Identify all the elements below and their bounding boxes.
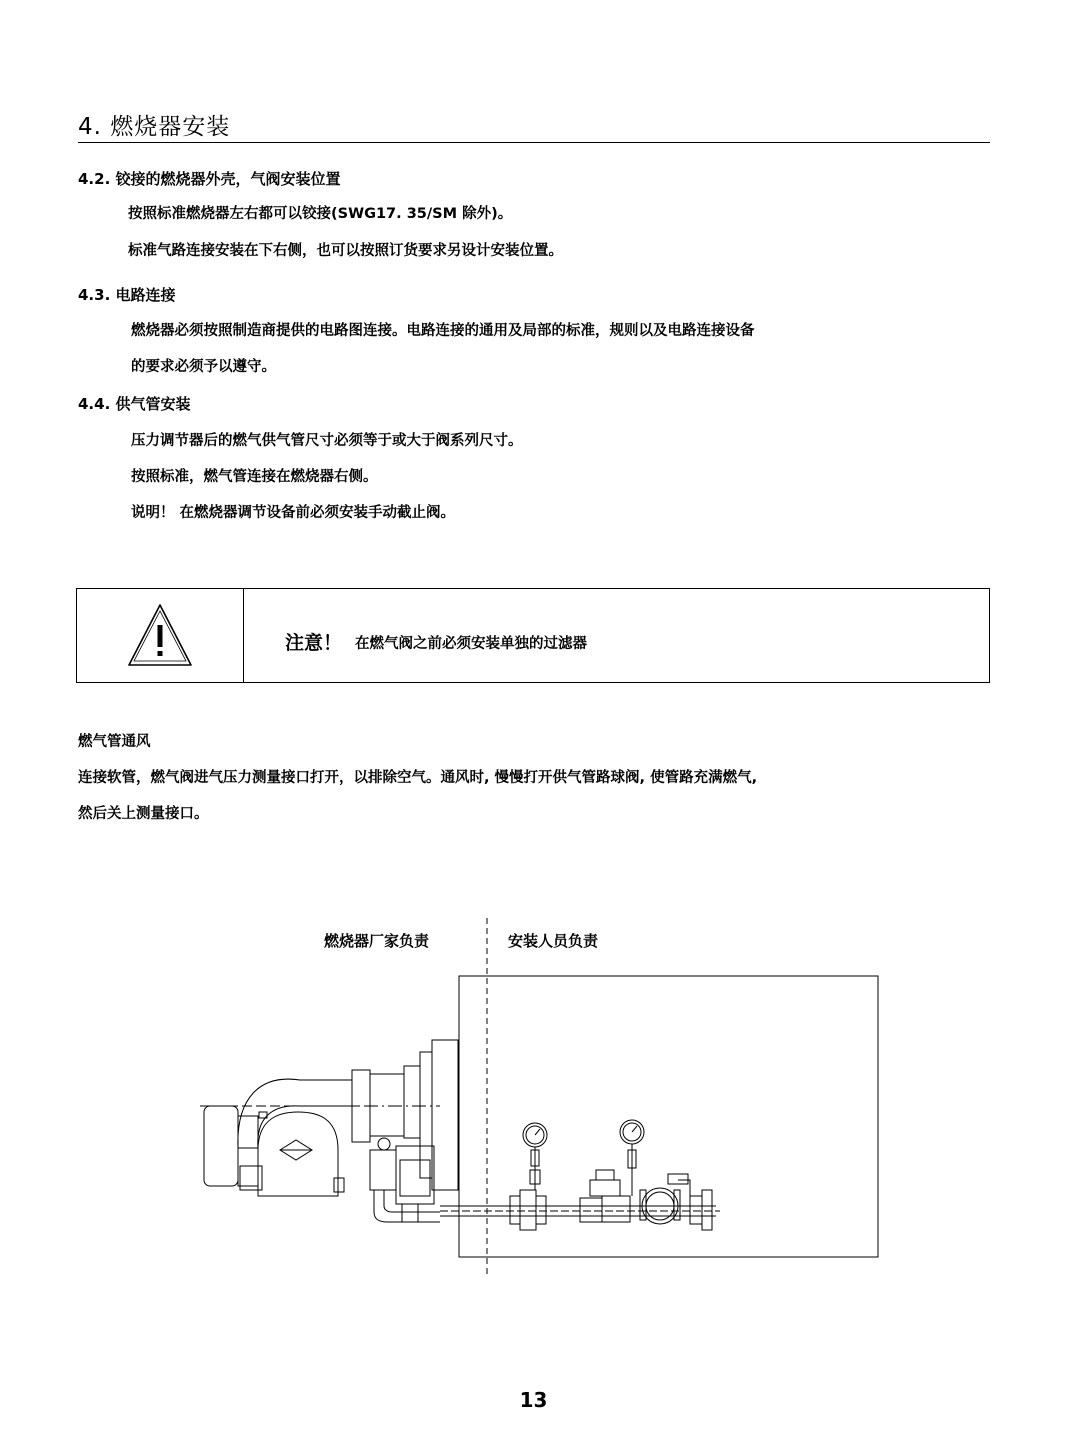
section-title: 4. 燃烧器安装 bbox=[78, 114, 231, 140]
burner-motor bbox=[204, 1106, 238, 1186]
heading-4-3: 4.3. 电路连接 bbox=[78, 286, 176, 304]
paragraph-line: 按照标准，燃气管连接在燃烧器右侧。 bbox=[131, 469, 378, 485]
paragraph-line: 说明！ 在燃烧器调节设备前必须安装手动截止阀。 bbox=[131, 505, 456, 521]
paragraph-line: 然后关上测量接口。 bbox=[78, 806, 209, 822]
gas-valve-block bbox=[396, 1146, 434, 1204]
paragraph-line: 压力调节器后的燃气供气管尺寸必须等于或大于阀系列尺寸。 bbox=[131, 433, 523, 449]
burner-flange bbox=[432, 1040, 458, 1190]
paragraph-line: 燃烧器必须按照制造商提供的电路图连接。电路连接的通用及局部的标准，规则以及电路连接设备 bbox=[131, 323, 755, 339]
ball-valve bbox=[510, 1196, 520, 1224]
paragraph-line: 的要求必须予以遵守。 bbox=[131, 359, 276, 375]
diagram-label-installer: 安装人员负责 bbox=[508, 932, 599, 950]
burner-tube bbox=[370, 1074, 404, 1136]
warning-icon-cell bbox=[77, 589, 244, 682]
page-number: 13 bbox=[519, 1388, 548, 1412]
paragraph-line: 标准气路连接安装在下右侧，也可以按照订货要求另设计安装位置。 bbox=[128, 243, 563, 259]
heading-4-2: 4.2. 铰接的燃烧器外壳，气阀安装位置 bbox=[78, 170, 341, 188]
gas-train-diagram bbox=[0, 900, 1067, 1290]
paragraph-line: 连接软管，燃气阀进气压力测量接口打开，以排除空气。通风时, 慢慢打开供气管路球阀, 使管路充满燃气, bbox=[78, 770, 758, 786]
shutoff-valve bbox=[690, 1196, 702, 1224]
heading-4-4: 4.4. 供气管安装 bbox=[78, 395, 191, 413]
warning-triangle-icon bbox=[77, 589, 243, 682]
paragraph-line: 按照标准燃烧器左右都可以铰接(SWG17. 35/SM 除外)。 bbox=[128, 206, 513, 222]
title-rule bbox=[78, 142, 990, 143]
notice-text: 在燃气阀之前必须安装单独的过滤器 bbox=[355, 636, 587, 652]
vent-heading: 燃气管通风 bbox=[78, 734, 151, 750]
notice-label: 注意！ bbox=[285, 632, 343, 654]
pressure-regulator bbox=[580, 1198, 602, 1222]
boiler-outline bbox=[459, 976, 878, 1257]
diagram-label-manufacturer: 燃烧器厂家负责 bbox=[324, 932, 430, 950]
burner-housing bbox=[238, 1079, 352, 1148]
fan-housing bbox=[258, 1112, 338, 1196]
warning-notice-box bbox=[76, 588, 990, 683]
